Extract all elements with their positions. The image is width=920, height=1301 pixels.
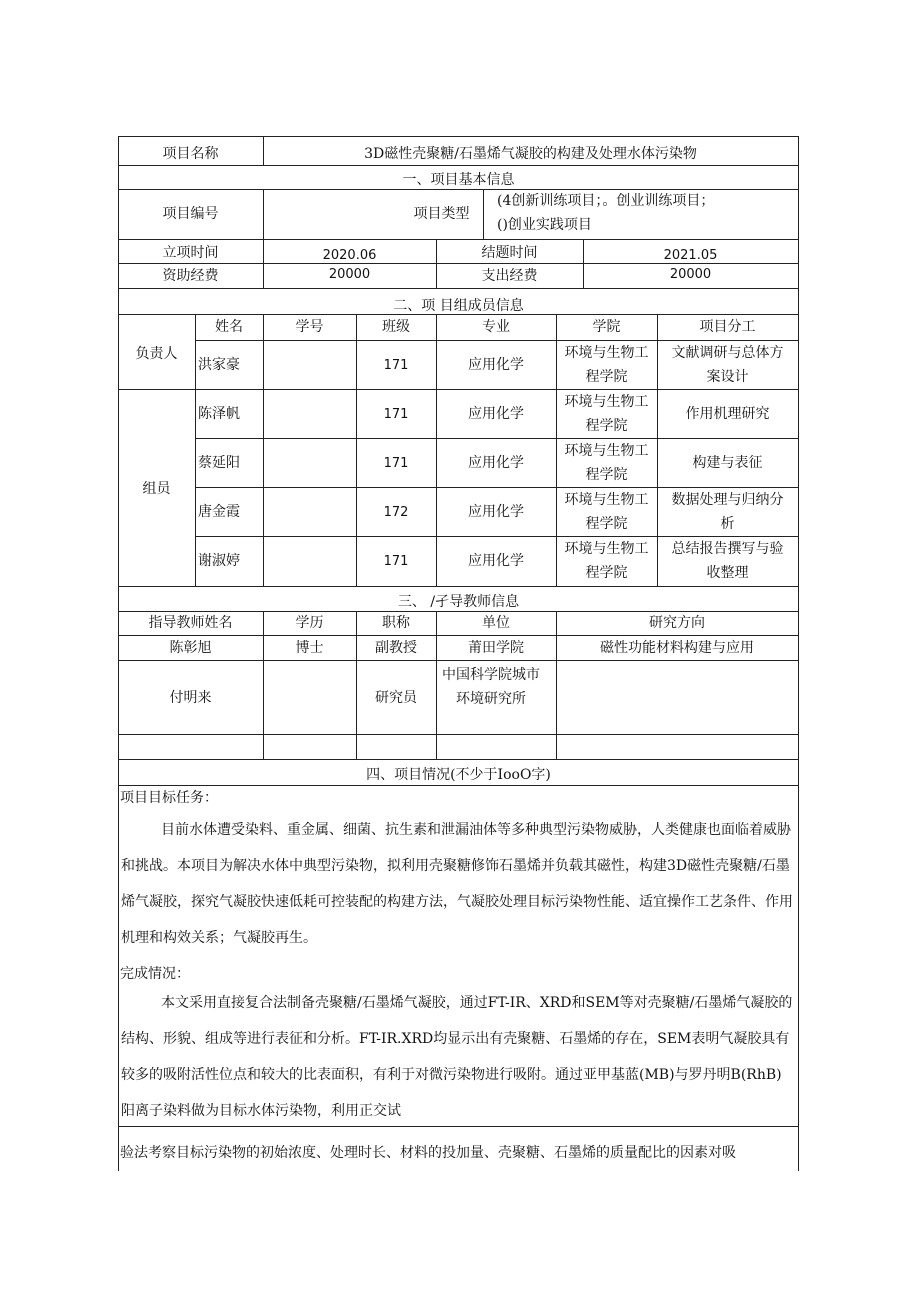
member-college: 程学院 bbox=[585, 565, 628, 581]
members-label: 组员 bbox=[142, 481, 171, 497]
end-time-label: 结题时间 bbox=[481, 245, 538, 261]
rule bbox=[483, 189, 484, 239]
member-major: 应用化学 bbox=[468, 553, 524, 569]
rule-right bbox=[798, 136, 799, 1126]
rule bbox=[436, 611, 437, 759]
project-type-label: 项目类型 bbox=[413, 206, 470, 222]
column-header: 指导教师姓名 bbox=[148, 615, 233, 631]
member-class: 172 bbox=[383, 505, 409, 520]
member-duty: 收整理 bbox=[706, 565, 749, 581]
start-time-label: 立项时间 bbox=[162, 245, 219, 261]
column-header: 职称 bbox=[382, 615, 410, 631]
expense-value: 20000 bbox=[669, 267, 712, 282]
rule bbox=[118, 288, 799, 289]
rule-top bbox=[118, 136, 799, 137]
project-name-label: 项目名称 bbox=[162, 146, 219, 162]
rule bbox=[118, 389, 799, 390]
member-major: 应用化学 bbox=[468, 504, 524, 520]
member-name: 谢淑婷 bbox=[198, 553, 240, 569]
rule bbox=[798, 1126, 799, 1171]
rule bbox=[118, 611, 799, 612]
project-type-line1: (4创新训练项目；。创业训练项目； bbox=[497, 193, 715, 209]
goal-paragraph: 目前水体遭受染料、重金属、细菌、抗生素和泄漏油体等多种典型污染物威胁，人类健康也面临着威胁和挑战。本项目为解决水体中典型污染物，拟利用壳聚糖修饰石墨烯并负载其磁性，构建3D磁性壳聚糖/石墨烯气凝胶，探究气凝胶快速低耗可控装配的构建方法，气凝胶处理目标污染物性能、适宜操作工艺条件、作用机理和构效关系；气凝胶再生。 bbox=[121, 822, 793, 946]
rule bbox=[263, 611, 264, 759]
column-header: 专业 bbox=[482, 319, 510, 335]
advisor-rank: 副教授 bbox=[375, 640, 417, 656]
rule bbox=[195, 536, 799, 537]
rule bbox=[195, 487, 799, 488]
member-major: 应用化学 bbox=[468, 455, 524, 471]
member-name: 蔡延阳 bbox=[198, 455, 240, 471]
advisor-field: 磁性功能材料构建与应用 bbox=[600, 640, 754, 656]
rule bbox=[118, 239, 799, 240]
rule bbox=[118, 165, 799, 166]
start-time-value: 2020.06 bbox=[322, 248, 377, 263]
column-header: 姓名 bbox=[215, 319, 243, 335]
column-header: 学历 bbox=[295, 615, 324, 631]
member-duty: 构建与表征 bbox=[692, 455, 763, 471]
advisor-unit: 环境研究所 bbox=[456, 691, 526, 707]
leader-label: 负责人 bbox=[135, 346, 178, 362]
rule bbox=[118, 660, 799, 661]
project-name-value: 3D磁性壳聚糖/石墨烯气凝胶的构建及处理水体污染物 bbox=[364, 146, 697, 162]
member-duty: 总结报告撰写与验 bbox=[671, 541, 784, 557]
member-college: 程学院 bbox=[585, 418, 628, 434]
rule bbox=[436, 314, 437, 586]
expense-label: 支出经费 bbox=[481, 268, 538, 284]
done-label: 完成情况： bbox=[120, 966, 190, 982]
member-class: 171 bbox=[383, 554, 409, 569]
member-name: 陈泽帆 bbox=[198, 406, 240, 422]
rule bbox=[356, 314, 357, 586]
project-number-label: 项目编号 bbox=[162, 206, 219, 222]
rule bbox=[118, 1126, 119, 1171]
column-header: 学号 bbox=[295, 319, 324, 335]
member-name: 唐金霞 bbox=[198, 504, 240, 520]
done-paragraph: 本文采用直接复合法制备壳聚糖/石墨烯气凝胶，通过FT-IR、XRD和SEM等对壳聚糖/石墨烯气凝胶的结构、形貌、组成等进行表征和分析。FT-IR.XRD均显示出有壳聚糖、石墨烯的存在，SEM表明气凝胶具有较多的吸附活性位点和较大的比表面积，有利于对微污染物进行吸附。通过亚甲基蓝(MB)与罗丹明B(RhB)阳离子染料做为目标水体污染物，利用正交试 bbox=[121, 995, 793, 1119]
rule bbox=[118, 785, 799, 786]
member-major: 应用化学 bbox=[468, 406, 524, 422]
rule bbox=[118, 734, 799, 735]
member-college: 程学院 bbox=[585, 369, 628, 385]
advisor-name: 付明来 bbox=[169, 690, 212, 706]
section4-title: 四、项目情况(不少于IooO字) bbox=[366, 767, 551, 783]
rule bbox=[118, 189, 799, 190]
member-college: 程学院 bbox=[585, 467, 628, 483]
rule bbox=[118, 635, 799, 636]
rule bbox=[556, 611, 557, 759]
column-header: 班级 bbox=[382, 319, 410, 335]
member-college: 环境与生物工 bbox=[564, 394, 649, 410]
member-college: 环境与生物工 bbox=[564, 541, 649, 557]
member-major: 应用化学 bbox=[468, 357, 524, 373]
member-class: 171 bbox=[383, 407, 409, 422]
member-duty: 作用机理研究 bbox=[685, 406, 770, 422]
member-class: 171 bbox=[383, 358, 409, 373]
column-header: 项目分工 bbox=[699, 319, 756, 335]
funding-value: 20000 bbox=[328, 267, 371, 282]
rule bbox=[263, 314, 264, 586]
rule bbox=[356, 611, 357, 759]
member-duty: 数据处理与归纳分 bbox=[671, 492, 784, 508]
column-header: 单位 bbox=[482, 615, 510, 631]
member-duty: 析 bbox=[720, 516, 735, 532]
rule bbox=[195, 438, 799, 439]
member-duty: 文献调研与总体方 bbox=[671, 345, 784, 361]
member-college: 环境与生物工 bbox=[564, 492, 649, 508]
rule bbox=[195, 314, 196, 586]
advisor-name: 陈彰旭 bbox=[169, 640, 212, 656]
advisor-unit: 莆田学院 bbox=[468, 640, 524, 656]
advisor-rank: 研究员 bbox=[375, 690, 417, 706]
rule bbox=[118, 586, 799, 587]
column-header: 研究方向 bbox=[649, 615, 705, 631]
funding-label: 资助经费 bbox=[162, 268, 219, 284]
member-college: 程学院 bbox=[585, 516, 628, 532]
rule bbox=[195, 340, 799, 341]
member-duty: 案设计 bbox=[706, 369, 749, 385]
section2-title: 二、项 目组成员信息 bbox=[393, 298, 524, 314]
section1-title: 一、项目基本信息 bbox=[402, 172, 515, 188]
goal-label: 项目目标任务： bbox=[120, 790, 218, 806]
advisor-degree: 博士 bbox=[295, 640, 324, 656]
continued-paragraph: 验法考察目标污染物的初始浓度、处理时长、材料的投加量、壳聚糖、石墨烯的质量配比的因素对吸 bbox=[120, 1145, 736, 1161]
member-college: 环境与生物工 bbox=[564, 443, 649, 459]
section3-title: 三、 /孑导教师信息 bbox=[397, 594, 520, 610]
member-name: 洪家豪 bbox=[198, 357, 240, 373]
member-college: 环境与生物工 bbox=[564, 345, 649, 361]
project-type-line2: ()创业实践项目 bbox=[497, 217, 592, 233]
member-class: 171 bbox=[383, 456, 409, 471]
end-time-value: 2021.05 bbox=[663, 248, 718, 263]
rule bbox=[118, 759, 799, 760]
column-header: 学院 bbox=[592, 319, 621, 335]
advisor-unit: 中国科学院城市 bbox=[442, 667, 540, 683]
